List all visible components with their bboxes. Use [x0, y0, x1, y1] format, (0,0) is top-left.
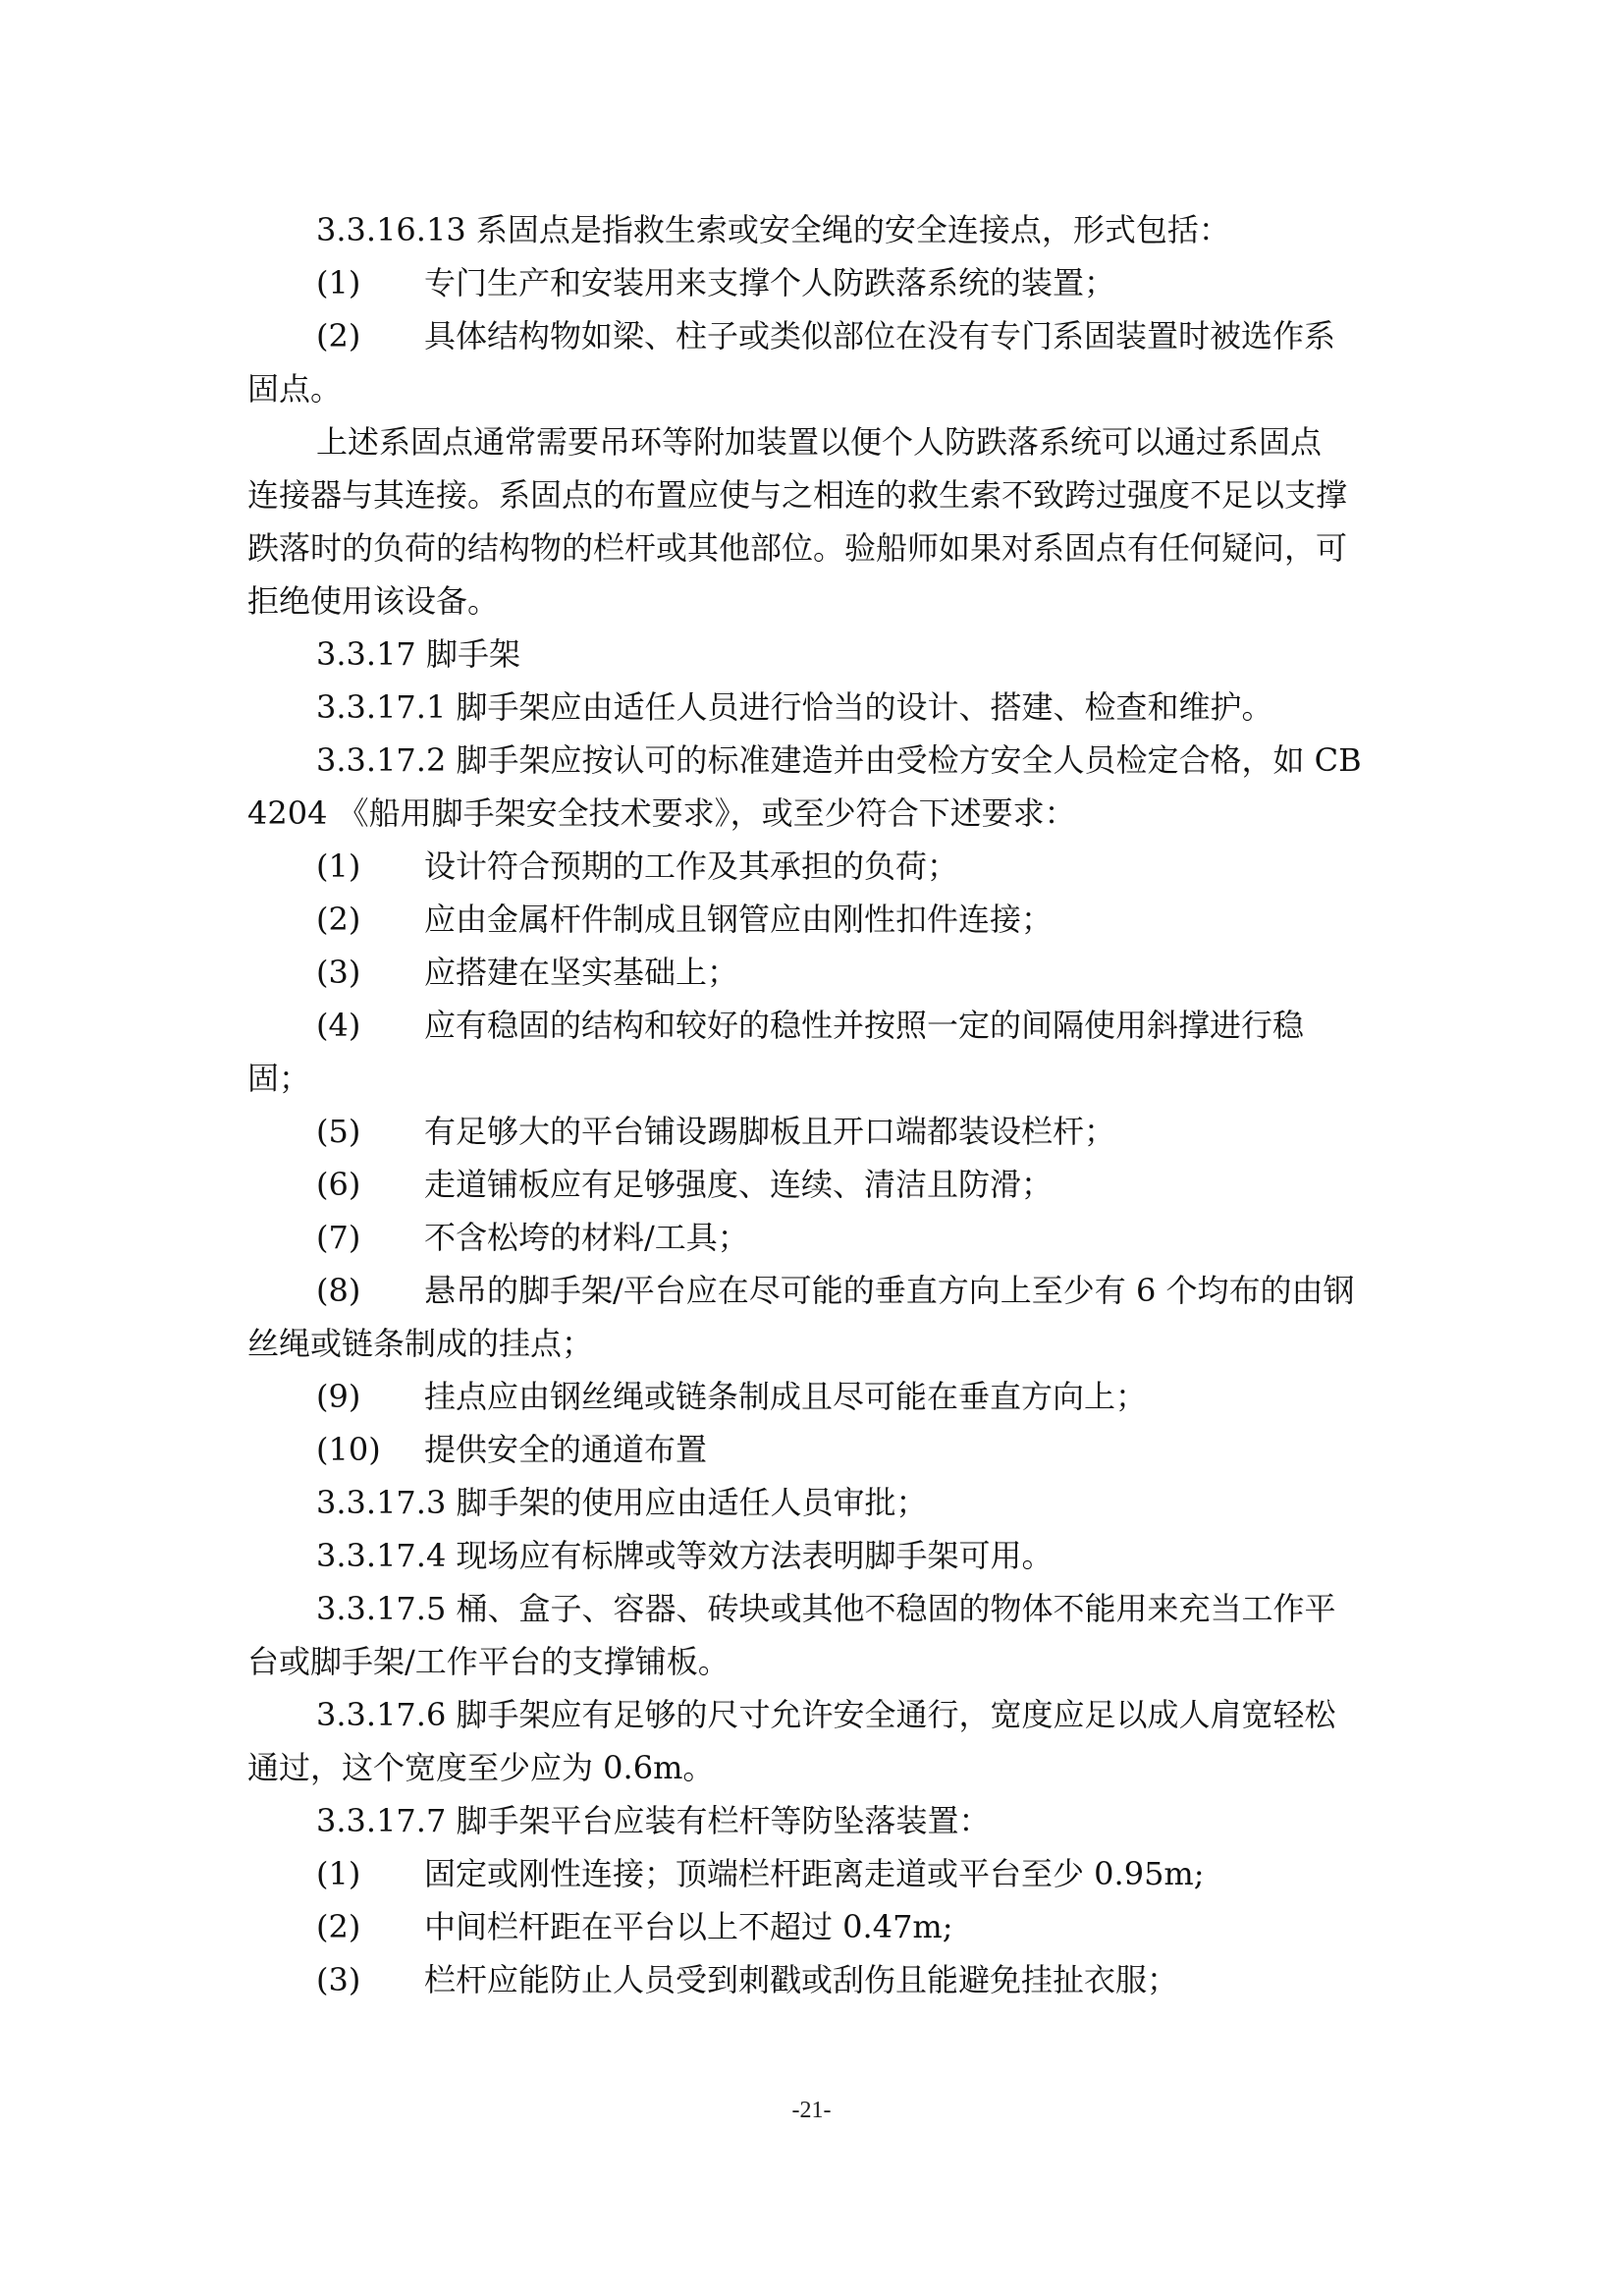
list-item	[247, 1953, 1386, 2006]
paragraph-continuation-line: 拒绝使用该设备。	[247, 582, 500, 620]
list-item-number: (2)	[316, 317, 361, 355]
list-item	[247, 1423, 1386, 1476]
list-item-number: (8)	[316, 1272, 361, 1309]
list-item-text: 应由金属杆件制成且钢管应由刚性扣件连接；	[424, 901, 1054, 938]
page-number: -21-	[791, 2098, 832, 2123]
list-item-number: (3)	[316, 954, 361, 991]
list-item-text: 应有稳固的结构和较好的稳性并按照一定的间隔使用斜撑进行稳	[424, 1007, 1305, 1044]
list-item-number: (2)	[316, 901, 361, 938]
paragraph-continuation-line: 固点。	[247, 370, 343, 408]
list-item	[247, 1211, 1386, 1264]
list-item	[247, 309, 1386, 362]
list-item-number: (1)	[316, 1855, 361, 1892]
list-item	[247, 1847, 1386, 1900]
list-item-text: 挂点应由钢丝绳或链条制成且尽可能在垂直方向上；	[424, 1378, 1148, 1415]
list-item-text: 栏杆应能防止人员受到刺戳或刮伤且能避免挂扯衣服；	[424, 1961, 1179, 1998]
list-item	[247, 256, 1386, 309]
paragraph-line: 3.3.17.1 脚手架应由适任人员进行恰当的设计、搭建、检查和维护。	[316, 688, 1273, 726]
paragraph-line: 3.3.17.2 脚手架应按认可的标准建造并由受检方安全人员检定合格，如 CB	[316, 741, 1362, 779]
list-item	[247, 1158, 1386, 1211]
paragraph-line: 3.3.17.6 脚手架应有足够的尺寸允许安全通行，宽度应足以成人肩宽轻松	[316, 1696, 1336, 1733]
paragraph-line: 上述系固点通常需要吊环等附加装置以便个人防跌落系统可以通过系固点	[316, 423, 1323, 461]
paragraph-continuation-line: 台或脚手架/工作平台的支撑铺板。	[247, 1643, 730, 1680]
paragraph-continuation-line: 固；	[247, 1060, 311, 1097]
list-item-number: (7)	[316, 1219, 361, 1256]
list-item-number: (1)	[316, 847, 361, 885]
list-item	[247, 1370, 1386, 1423]
list-item	[247, 946, 1386, 999]
list-item-text: 应搭建在坚实基础上；	[424, 954, 739, 991]
list-item-text: 专门生产和安装用来支撑个人防跌落系统的装置；	[424, 264, 1116, 301]
list-item	[247, 893, 1386, 946]
list-item-number: (3)	[316, 1961, 361, 1998]
document-body	[247, 203, 1386, 2006]
paragraph-continuation-line: 跌落时的负荷的结构物的栏杆或其他部位。验船师如果对系固点有任何疑问，可	[247, 529, 1348, 567]
paragraph-continuation-line: 连接器与其连接。系固点的布置应使与之相连的救生索不致跨过强度不足以支撑	[247, 476, 1348, 514]
list-item-text: 走道铺板应有足够强度、连续、清洁且防滑；	[424, 1166, 1054, 1203]
list-item-number: (4)	[316, 1007, 361, 1044]
paragraph-line: 3.3.17.4 现场应有标牌或等效方法表明脚手架可用。	[316, 1537, 1054, 1574]
list-item-number: (9)	[316, 1378, 361, 1415]
list-item-number: (2)	[316, 1908, 361, 1945]
list-item-number: (10)	[316, 1431, 381, 1468]
list-item-text: 固定或刚性连接；顶端栏杆距离走道或平台至少 0.95m;	[424, 1855, 1205, 1892]
list-item-text: 悬吊的脚手架/平台应在尽可能的垂直方向上至少有 6 个均布的由钢	[424, 1272, 1355, 1309]
list-item	[247, 999, 1386, 1052]
list-item	[247, 1105, 1386, 1158]
list-item-text: 设计符合预期的工作及其承担的负荷；	[424, 847, 959, 885]
paragraph-continuation-line: 4204 《船用脚手架安全技术要求》，或至少符合下述要求：	[247, 794, 1076, 832]
list-item	[247, 1900, 1386, 1953]
list-item-text: 中间栏杆距在平台以上不超过 0.47m;	[424, 1908, 953, 1945]
paragraph-line: 3.3.17.5 桶、盒子、容器、砖块或其他不稳固的物体不能用来充当工作平	[316, 1590, 1336, 1627]
list-item-number: (1)	[316, 264, 361, 301]
list-item-text: 有足够大的平台铺设踢脚板且开口端都装设栏杆；	[424, 1113, 1116, 1150]
list-item	[247, 1264, 1386, 1317]
paragraph-continuation-line: 丝绳或链条制成的挂点；	[247, 1325, 594, 1362]
paragraph-line: 3.3.16.13 系固点是指救生索或安全绳的安全连接点，形式包括：	[316, 211, 1230, 248]
paragraph-line: 3.3.17 脚手架	[316, 635, 520, 673]
paragraph-line: 3.3.17.7 脚手架平台应装有栏杆等防坠落装置：	[316, 1802, 991, 1839]
list-item-text: 具体结构物如梁、柱子或类似部位在没有专门系固装置时被选作系	[424, 317, 1336, 355]
list-item-text: 不含松垮的材料/工具；	[424, 1219, 749, 1256]
list-item-number: (6)	[316, 1166, 361, 1203]
list-item-text: 提供安全的通道布置	[424, 1431, 708, 1468]
list-item	[247, 840, 1386, 893]
paragraph-continuation-line: 通过，这个宽度至少应为 0.6m。	[247, 1749, 715, 1786]
paragraph-line: 3.3.17.3 脚手架的使用应由适任人员审批；	[316, 1484, 928, 1521]
list-item-number: (5)	[316, 1113, 361, 1150]
